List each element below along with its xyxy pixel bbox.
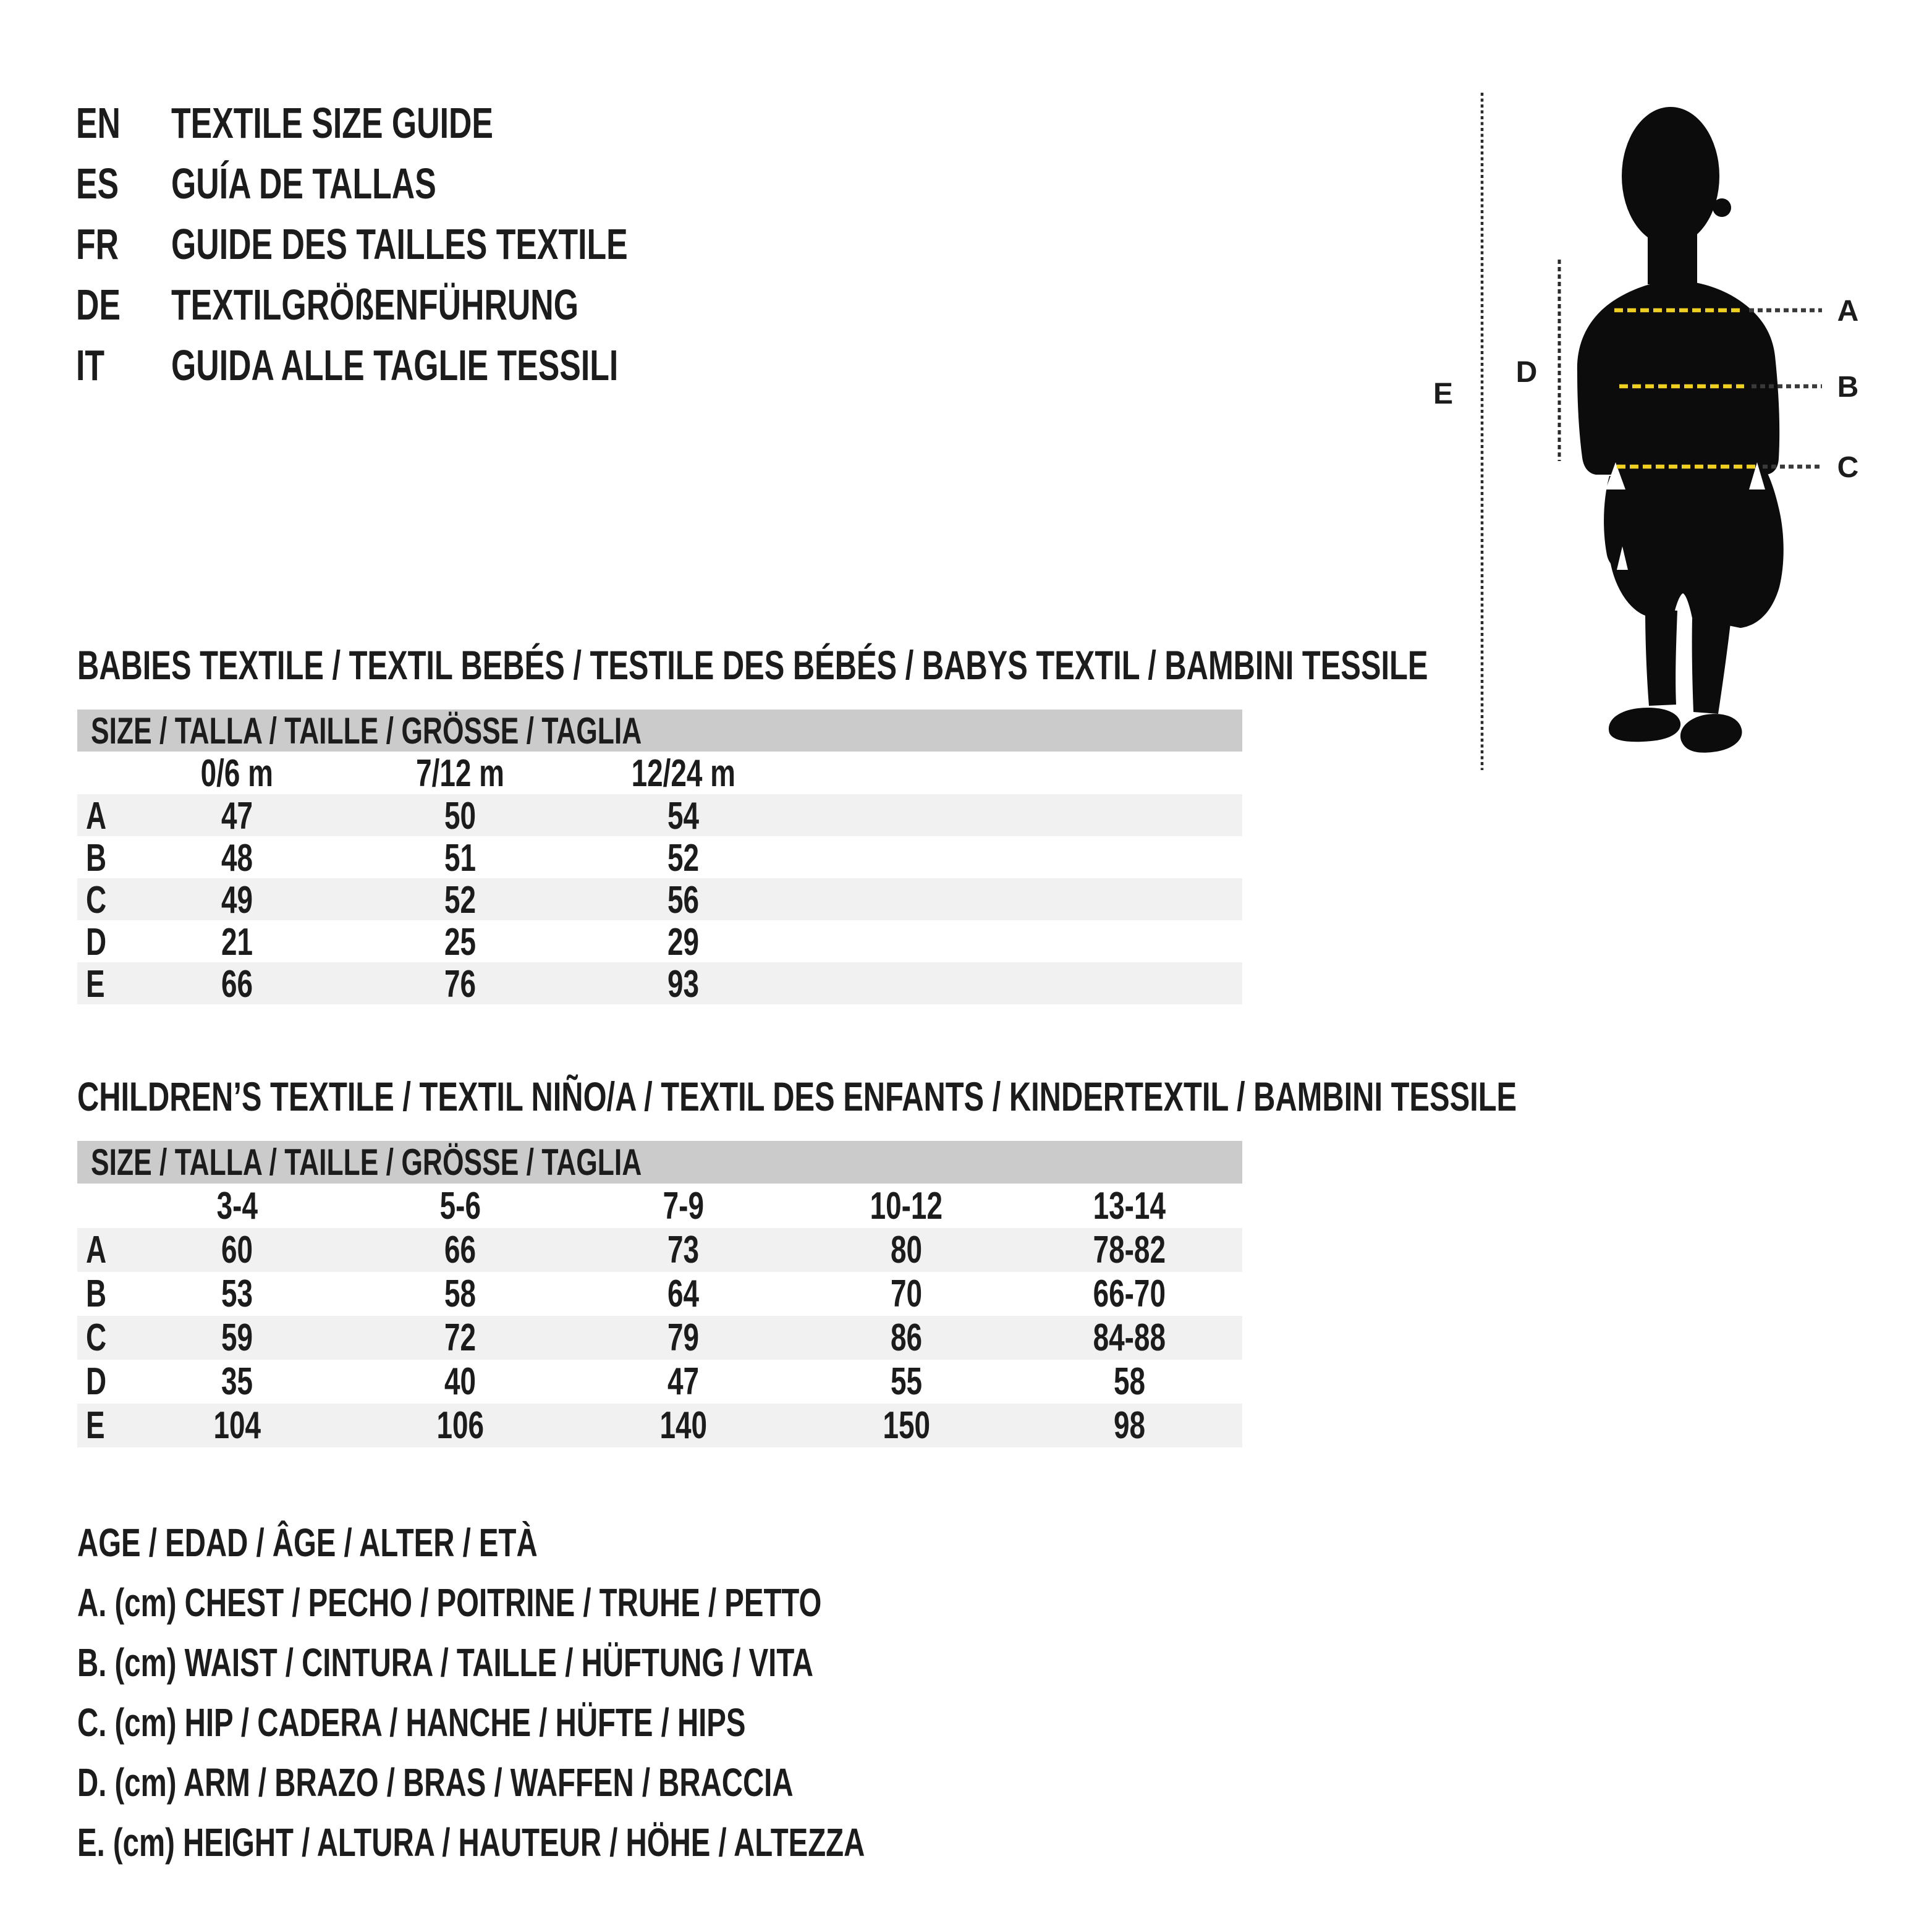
- silhouette-right-shoe: [1680, 714, 1742, 753]
- table-cell: 48: [221, 837, 253, 879]
- table-cell: 78-82: [1093, 1229, 1166, 1271]
- table-cell: 40: [444, 1360, 477, 1403]
- legend-hip: C. (cm) HIP / CADERA / HANCHE / HÜFTE / HIPS: [77, 1700, 746, 1745]
- table-cell: 25: [444, 921, 477, 964]
- row-label: E: [86, 963, 105, 1006]
- silhouette-ear: [1713, 198, 1731, 217]
- table-cell: 29: [667, 921, 700, 964]
- lang-title: GUÍA DE TALLAS: [171, 159, 436, 208]
- table-cell: 21: [221, 921, 253, 964]
- babies-size-header-bar: SIZE / TALLA / TAILLE / GRÖSSE / TAGLIA: [77, 710, 1242, 752]
- column-header: 12/24 m: [631, 752, 735, 795]
- table-cell: 79: [667, 1316, 700, 1359]
- column-header: 0/6 m: [200, 752, 274, 795]
- lang-code: EN: [76, 99, 121, 147]
- measurement-figure: [1391, 49, 1932, 822]
- table-row: [77, 1272, 1242, 1316]
- table-cell: 58: [1113, 1360, 1146, 1403]
- table-cell: 66: [221, 963, 253, 1006]
- table-row: [77, 962, 1242, 1004]
- row-label: C: [86, 879, 107, 922]
- table-cell: 60: [221, 1229, 253, 1271]
- child-silhouette-diagram: [1391, 49, 1932, 822]
- table-cell: 64: [667, 1273, 700, 1315]
- table-cell: 86: [890, 1316, 923, 1359]
- table-cell: 53: [221, 1273, 253, 1315]
- legend-chest: A. (cm) CHEST / PECHO / POITRINE / TRUHE / PETTO: [77, 1580, 822, 1625]
- children-size-table: [77, 1141, 1242, 1447]
- column-header: 7-9: [663, 1184, 704, 1227]
- row-label: D: [86, 1360, 107, 1403]
- lang-title: GUIDA ALLE TAGLIE TESSILI: [171, 341, 619, 389]
- row-label: C: [86, 1316, 107, 1359]
- table-cell: 140: [659, 1404, 707, 1447]
- babies-column-headers: [77, 752, 1242, 794]
- row-label: E: [86, 1404, 105, 1447]
- lang-code: ES: [76, 159, 119, 208]
- table-cell: 47: [221, 795, 253, 837]
- legend-height: E. (cm) HEIGHT / ALTURA / HAUTEUR / HÖHE / ALTEZZA: [77, 1820, 865, 1865]
- lang-row-de: [76, 274, 788, 335]
- table-cell: 106: [436, 1404, 484, 1447]
- children-table-title: CHILDREN’S TEXTILE / TEXTIL NIÑO/A / TEXTIL DES ENFANTS / KINDERTEXTIL / BAMBINI TESSILE: [77, 1074, 1517, 1119]
- column-header: 3-4: [216, 1184, 258, 1227]
- language-title-block: [76, 93, 788, 396]
- lang-code: DE: [76, 281, 121, 329]
- silhouette-left-shoe: [1609, 708, 1680, 742]
- table-cell: 52: [667, 837, 700, 879]
- height-label: E: [1433, 378, 1454, 410]
- table-cell: 58: [444, 1273, 477, 1315]
- table-cell: 76: [444, 963, 477, 1006]
- column-header: 10-12: [870, 1184, 943, 1227]
- column-header: 13-14: [1093, 1184, 1166, 1227]
- legend-waist: B. (cm) WAIST / CINTURA / TAILLE / HÜFTUNG / VITA: [77, 1640, 813, 1685]
- legend-age: AGE / EDAD / ÂGE / ALTER / ETÀ: [77, 1520, 538, 1565]
- table-cell: 70: [890, 1273, 923, 1315]
- lang-title: TEXTILGRÖßENFÜHRUNG: [171, 281, 578, 329]
- table-cell: 51: [444, 837, 477, 879]
- table-cell: 50: [444, 795, 477, 837]
- table-cell: 104: [213, 1404, 261, 1447]
- lang-code: IT: [76, 341, 105, 389]
- table-cell: 93: [667, 963, 700, 1006]
- lang-row-it: [76, 335, 788, 396]
- table-cell: 150: [883, 1404, 930, 1447]
- lang-row-en: [76, 93, 788, 153]
- row-label: B: [86, 837, 107, 879]
- table-cell: 72: [444, 1316, 477, 1359]
- silhouette-head: [1622, 107, 1719, 245]
- table-cell: 49: [221, 879, 253, 922]
- column-header: 7/12 m: [416, 752, 504, 795]
- table-row: [77, 794, 1242, 836]
- table-cell: 52: [444, 879, 477, 922]
- table-row: [77, 1360, 1242, 1404]
- measurement-legend: [77, 1513, 1142, 1873]
- table-cell: 73: [667, 1229, 700, 1271]
- table-cell: 66-70: [1093, 1273, 1166, 1315]
- table-cell: 80: [890, 1229, 923, 1271]
- table-cell: 98: [1113, 1404, 1146, 1447]
- hip-label: C: [1837, 451, 1859, 484]
- lang-row-fr: [76, 214, 788, 274]
- children-size-header-bar: SIZE / TALLA / TAILLE / GRÖSSE / TAGLIA: [77, 1141, 1242, 1184]
- row-label: D: [86, 921, 107, 964]
- table-row: [77, 920, 1242, 962]
- table-row: [77, 1228, 1242, 1272]
- chest-label: A: [1837, 295, 1859, 328]
- lang-code: FR: [76, 220, 119, 268]
- legend-arm: D. (cm) ARM / BRAZO / BRAS / WAFFEN / BRACCIA: [77, 1760, 794, 1805]
- silhouette-neck: [1648, 229, 1697, 284]
- row-label: A: [86, 1229, 107, 1271]
- arm-label: D: [1515, 356, 1538, 389]
- table-cell: 66: [444, 1229, 477, 1271]
- babies-table-title: BABIES TEXTILE / TEXTIL BEBÉS / TESTILE DES BÉBÉS / BABYS TEXTIL / BAMBINI TESSILE: [77, 642, 1428, 688]
- table-row: [77, 878, 1242, 920]
- lang-title: GUIDE DES TAILLES TEXTILE: [171, 220, 628, 268]
- lang-title: TEXTILE SIZE GUIDE: [171, 99, 493, 147]
- table-cell: 55: [890, 1360, 923, 1403]
- table-cell: 84-88: [1093, 1316, 1166, 1359]
- babies-size-table: [77, 710, 1242, 1004]
- children-column-headers: [77, 1184, 1242, 1228]
- row-label: B: [86, 1273, 107, 1315]
- table-cell: 54: [667, 795, 700, 837]
- waist-label: B: [1837, 371, 1859, 404]
- column-header: 5-6: [439, 1184, 481, 1227]
- table-row: [77, 1316, 1242, 1360]
- table-cell: 47: [667, 1360, 700, 1403]
- lang-row-es: [76, 153, 788, 214]
- row-label: A: [86, 795, 107, 837]
- table-cell: 59: [221, 1316, 253, 1359]
- table-row: [77, 836, 1242, 878]
- table-cell: 35: [221, 1360, 253, 1403]
- table-row: [77, 1404, 1242, 1447]
- table-cell: 56: [667, 879, 700, 922]
